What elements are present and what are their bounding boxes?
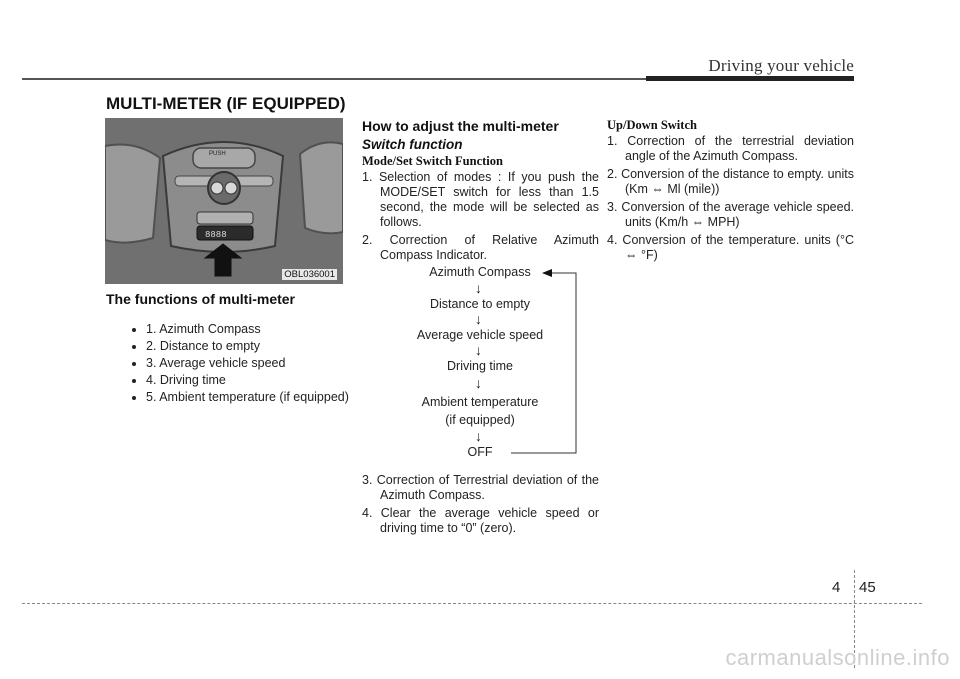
down-arrow-icon: ↓ (475, 311, 482, 327)
page-number: 45 (859, 579, 876, 596)
list-item: 1. Selection of modes : If you push the MODE/SET switch for less than 1.5 second, the mode will be selected as follows. (362, 170, 599, 229)
list-item: • 2. Distance to empty (146, 339, 386, 354)
adjust-heading: How to adjust the multi-meter (362, 118, 559, 134)
multi-meter-photo (105, 118, 343, 284)
push-label: PUSH (209, 151, 226, 157)
down-arrow-icon: ↓ (475, 375, 482, 391)
display-readout: 8888 (205, 230, 227, 240)
list-item: 2. Conversion of the distance to empty. units (Km ⇔ Ml (mile)) (607, 167, 854, 196)
list-item: 3. Conversion of the average vehicle speed. units (Km/h ⇔ MPH) (607, 200, 854, 229)
loop-back-connector (380, 265, 600, 465)
photo-code: OBL036001 (284, 269, 335, 280)
watermark: carmanualsonline.info (725, 645, 950, 670)
flow-step-compass: Azimuth Compass (429, 265, 531, 279)
list-item: • 5. Ambient temperature (if equipped) (146, 390, 386, 405)
flow-step-driving-time: Driving time (447, 359, 513, 373)
updown-title: Up/Down Switch (607, 118, 697, 132)
down-arrow-icon: ↓ (475, 280, 482, 296)
section-title: MULTI-METER (IF EQUIPPED) (106, 94, 346, 113)
functions-list (106, 322, 386, 405)
list-item: • 1. Azimuth Compass (146, 322, 386, 337)
flow-step-distance: Distance to empty (429, 297, 531, 311)
mode-flow-diagram (380, 265, 600, 465)
chapter-number: 4 (832, 579, 841, 596)
footer-rule (22, 603, 922, 604)
functions-heading: The functions of multi-meter (106, 291, 295, 307)
list-item: • 3. Average vehicle speed (146, 356, 386, 371)
flow-step-speed: Average vehicle speed (416, 328, 544, 342)
header-rule-accent (646, 76, 854, 81)
down-arrow-icon: ↓ (475, 342, 482, 358)
updown-list (607, 134, 854, 266)
mode-set-list-continued (362, 473, 599, 539)
switch-function-subheading: Switch function (362, 137, 463, 152)
list-item: 2. Correction of Relative Azimuth Compass Indicator. (362, 233, 599, 262)
list-item: 3. Correction of Terrestrial deviation of the Azimuth Compass. (362, 473, 599, 502)
mode-set-title: Mode/Set Switch Function (362, 154, 503, 168)
list-item: 1. Correction of the terrestrial deviation angle of the Azimuth Compass. (607, 134, 854, 163)
list-item: • 4. Driving time (146, 373, 386, 388)
running-header: Driving your vehicle (708, 56, 854, 75)
flow-step-temperature: Ambient temperature (421, 395, 539, 409)
mode-set-list (362, 170, 599, 266)
down-arrow-icon: ↓ (475, 428, 482, 444)
list-item: 4. Clear the average vehicle speed or driving time to “0” (zero). (362, 506, 599, 535)
flow-step-off: OFF (467, 445, 493, 459)
list-item: 4. Conversion of the temperature. units (°C ⇔ °F) (607, 233, 854, 262)
overhead-console-illustration (105, 118, 343, 284)
flow-step-temperature-note: (if equipped) (445, 413, 515, 427)
